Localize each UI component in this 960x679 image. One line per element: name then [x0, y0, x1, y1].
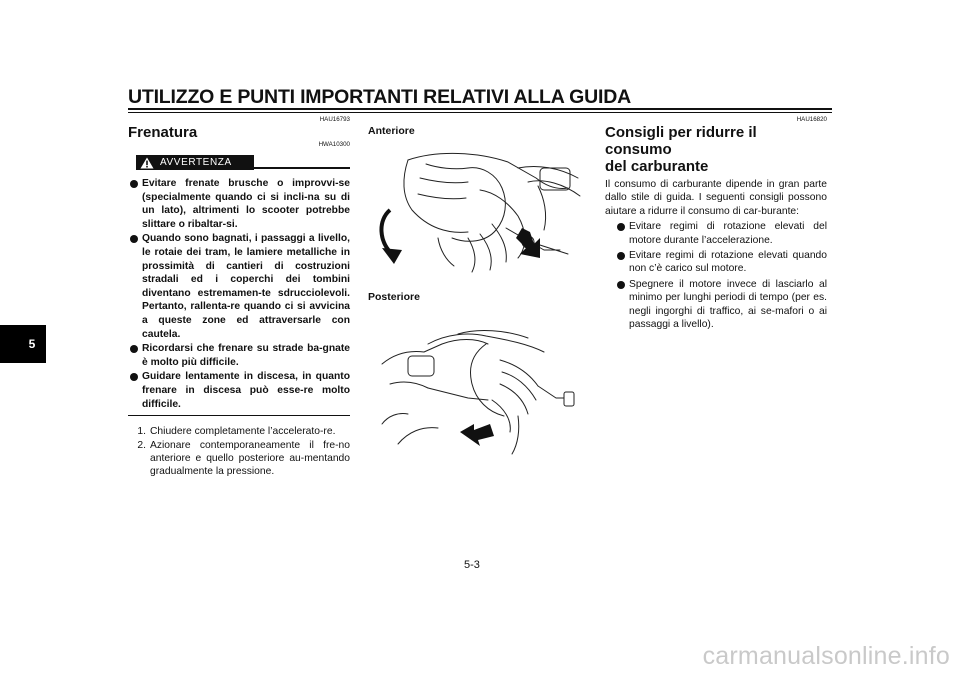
- warning-list: [128, 177, 350, 411]
- fuel-tip: Evitare regimi di rotazione elevati quando non c’è carico sul motore.: [615, 249, 827, 276]
- chapter-number: 5: [28, 337, 36, 351]
- bullet-icon: [130, 235, 138, 243]
- braking-section: [128, 116, 350, 479]
- step-item: 1. Chiudere completamente l’accelerato-re.: [128, 425, 350, 438]
- page-number: 5-3: [464, 559, 480, 571]
- rear-brake-illustration: [368, 304, 590, 464]
- brake-figures: [368, 116, 590, 464]
- warning-item: Guidare lentamente in discesa, in quanto frenare in discesa può esse-re molto difficile.: [128, 370, 350, 411]
- warning-label: AVVERTENZA: [160, 157, 232, 168]
- page-header-title: UTILIZZO E PUNTI IMPORTANTI RELATIVI ALLA GUIDA: [128, 86, 631, 108]
- front-brake-label: Anteriore: [368, 125, 415, 137]
- fuel-intro: Il consumo di carburante dipende in gran parte dallo stile di guida. I seguenti consigli possono aiutare a ridurre il consumo di car-burante:: [605, 179, 827, 217]
- bullet-icon: [617, 223, 625, 231]
- bullet-icon: [130, 180, 138, 188]
- warning-triangle-icon: [140, 157, 154, 169]
- header-rule-thin: [128, 112, 832, 113]
- section-code: HAU16793: [319, 116, 350, 123]
- warning-end-rule: [128, 415, 350, 416]
- watermark: carmanualsonline.info: [702, 642, 950, 670]
- fuel-tip: Evitare regimi di rotazione elevati del motore durante l’accelerazione.: [615, 220, 827, 247]
- step-item: 2. Azionare contemporaneamente il fre-no anteriore e quello posteriore au-mentando gradualmente la pressione.: [128, 439, 350, 479]
- warning-rule: [254, 167, 350, 169]
- section-code: HAU16820: [796, 116, 827, 123]
- section-title-fuel: Consigli per ridurre il consumo del carburante: [605, 124, 757, 175]
- rear-brake-label: Posteriore: [368, 291, 420, 303]
- warning-item: Quando sono bagnati, i passaggi a livello, le rotaie dei tram, le lamiere metalliche in prossimità di cantieri di costruzioni stradali ed i coperchi dei tombini diventano estremamen-te sdrucciolevoli. Pertanto, rallenta-re quando ci si avvicina a queste zone ed attraversarle con cautela.: [128, 232, 350, 341]
- header-rule: [128, 108, 832, 110]
- warning-code: HWA10300: [318, 141, 350, 148]
- fuel-tip: Spegnere il motore invece di lasciarlo al minimo per lunghi periodi di tempo (per es. negli ingorghi di traffico, ai se-mafori o ai passaggi a livello).: [615, 278, 827, 332]
- warning-item: Ricordarsi che frenare su strade ba-gnate è molto più difficile.: [128, 342, 350, 369]
- bullet-icon: [130, 345, 138, 353]
- step-number: 1.: [137, 426, 146, 438]
- bullet-icon: [617, 252, 625, 260]
- fuel-tips-section: [605, 116, 827, 333]
- warning-badge: [136, 155, 254, 170]
- warning-item: Evitare frenate brusche o improvvi-se (specialmente quando ci si incli-na su di un lato), altrimenti lo scooter potrebbe slittare o ribaltar-si.: [128, 177, 350, 231]
- bullet-icon: [130, 373, 138, 381]
- fuel-tip-list: [605, 220, 827, 331]
- step-number: 2.: [137, 439, 146, 451]
- section-title-braking: Frenatura: [128, 124, 198, 141]
- bullet-icon: [617, 281, 625, 289]
- warning-header: [128, 151, 350, 173]
- chapter-tab: [0, 325, 46, 363]
- front-brake-illustration: [368, 138, 590, 276]
- braking-steps: [128, 425, 350, 479]
